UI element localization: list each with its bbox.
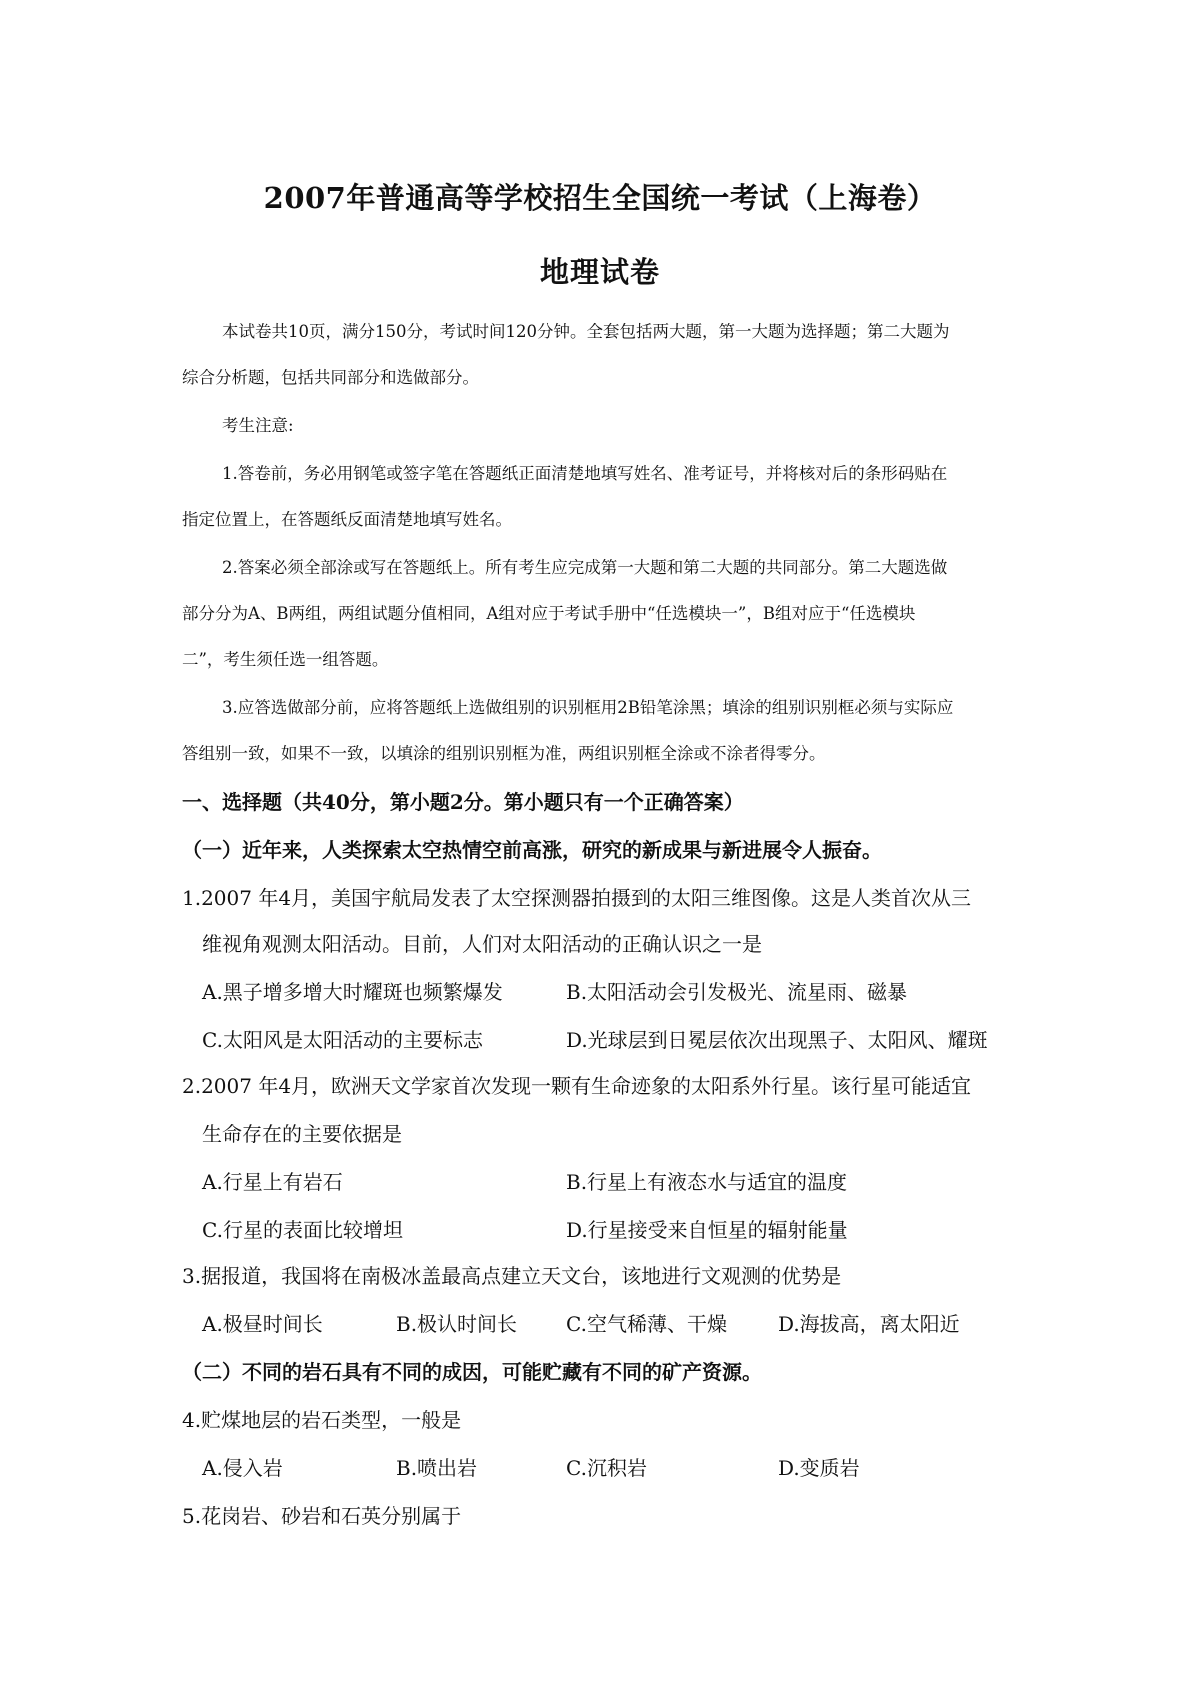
question-4-stem: 4.贮煤地层的岩石类型，一般是 [182, 1408, 462, 1432]
question-3-option-a: A.极昼时间长 [202, 1312, 323, 1336]
question-2-option-b: B.行星上有液态水与适宜的温度 [566, 1170, 848, 1194]
question-4-option-a: A.侵入岩 [202, 1456, 283, 1480]
intro-text: 本试卷共10页，满分150分，考试时间120分钟。全套包括两大题，第一大题为选择题；第二大题为 [222, 322, 950, 341]
notice-item: 3.应答选做部分前，应将答题纸上选做组别的识别框用2B铅笔涂黑；填涂的组别识别框必须与实际应 [222, 698, 954, 717]
question-4-option-c: C.沉积岩 [566, 1456, 647, 1480]
exam-title: 2007年普通高等学校招生全国统一考试（上海卷） [263, 181, 937, 215]
question-2-option-a: A.行星上有岩石 [202, 1170, 343, 1194]
notice-item: 部分分为A、B两组，两组试题分值相同，A组对应于考试手册中“任选模块一”，B组对应于“任选模块 [182, 604, 916, 623]
question-3-option-b: B.极认时间长 [396, 1312, 518, 1336]
question-1-option-b: B.太阳活动会引发极光、流星雨、磁暴 [566, 980, 908, 1004]
question-1-stem: 1.2007 年4月，美国宇航局发表了太空探测器拍摄到的太阳三维图像。这是人类首次从三 [182, 886, 972, 910]
notice-item: 指定位置上，在答题纸反面清楚地填写姓名。 [182, 510, 512, 529]
question-1-option-c: C.太阳风是太阳活动的主要标志 [202, 1028, 483, 1052]
notice-title: 考生注意: [222, 416, 294, 435]
question-4-option-b: B.喷出岩 [396, 1456, 478, 1480]
question-5-stem: 5.花岗岩、砂岩和石英分别属于 [182, 1504, 462, 1528]
notice-item: 1.答卷前，务必用钢笔或签字笔在答题纸正面清楚地填写姓名、准考证号，并将核对后的条形码贴在 [222, 464, 948, 483]
question-4-option-d: D.变质岩 [778, 1456, 860, 1480]
question-3-option-d: D.海拔高，离太阳近 [778, 1312, 960, 1336]
group-heading: （一）近年来，人类探索太空热情空前高涨，研究的新成果与新进展令人振奋。 [182, 838, 882, 862]
question-1-option-a: A.黑子增多增大时耀斑也频繁爆发 [202, 980, 503, 1004]
question-1-stem: 维视角观测太阳活动。目前，人们对太阳活动的正确认识之一是 [202, 932, 762, 956]
group-heading: （二）不同的岩石具有不同的成因，可能贮藏有不同的矿产资源。 [182, 1360, 762, 1384]
intro-text: 综合分析题，包括共同部分和选做部分。 [182, 368, 479, 387]
section-heading: 一、选择题（共40分，第小题2分。第小题只有一个正确答案） [182, 790, 744, 814]
question-3-stem: 3.据报道，我国将在南极冰盖最高点建立天文台，该地进行文观测的优势是 [182, 1264, 842, 1288]
notice-item: 答组别一致，如果不一致，以填涂的组别识别框为准，两组识别框全涂或不涂者得零分。 [182, 744, 826, 763]
exam-subtitle: 地理试卷 [539, 255, 660, 289]
question-2-stem: 2.2007 年4月，欧洲天文学家首次发现一颗有生命迹象的太阳系外行星。该行星可能适宜 [182, 1074, 972, 1098]
question-2-option-d: D.行星接受来自恒星的辐射能量 [566, 1218, 848, 1242]
question-2-stem: 生命存在的主要依据是 [202, 1122, 402, 1146]
question-3-option-c: C.空气稀薄、干燥 [566, 1312, 727, 1336]
question-2-option-c: C.行星的表面比较增坦 [202, 1218, 403, 1242]
question-1-option-d: D.光球层到日冕层依次出现黑子、太阳风、耀斑 [566, 1028, 988, 1052]
notice-item: 二”，考生须任选一组答题。 [182, 650, 389, 669]
notice-item: 2.答案必须全部涂或写在答题纸上。所有考生应完成第一大题和第二大题的共同部分。第二大题选做 [222, 558, 948, 577]
